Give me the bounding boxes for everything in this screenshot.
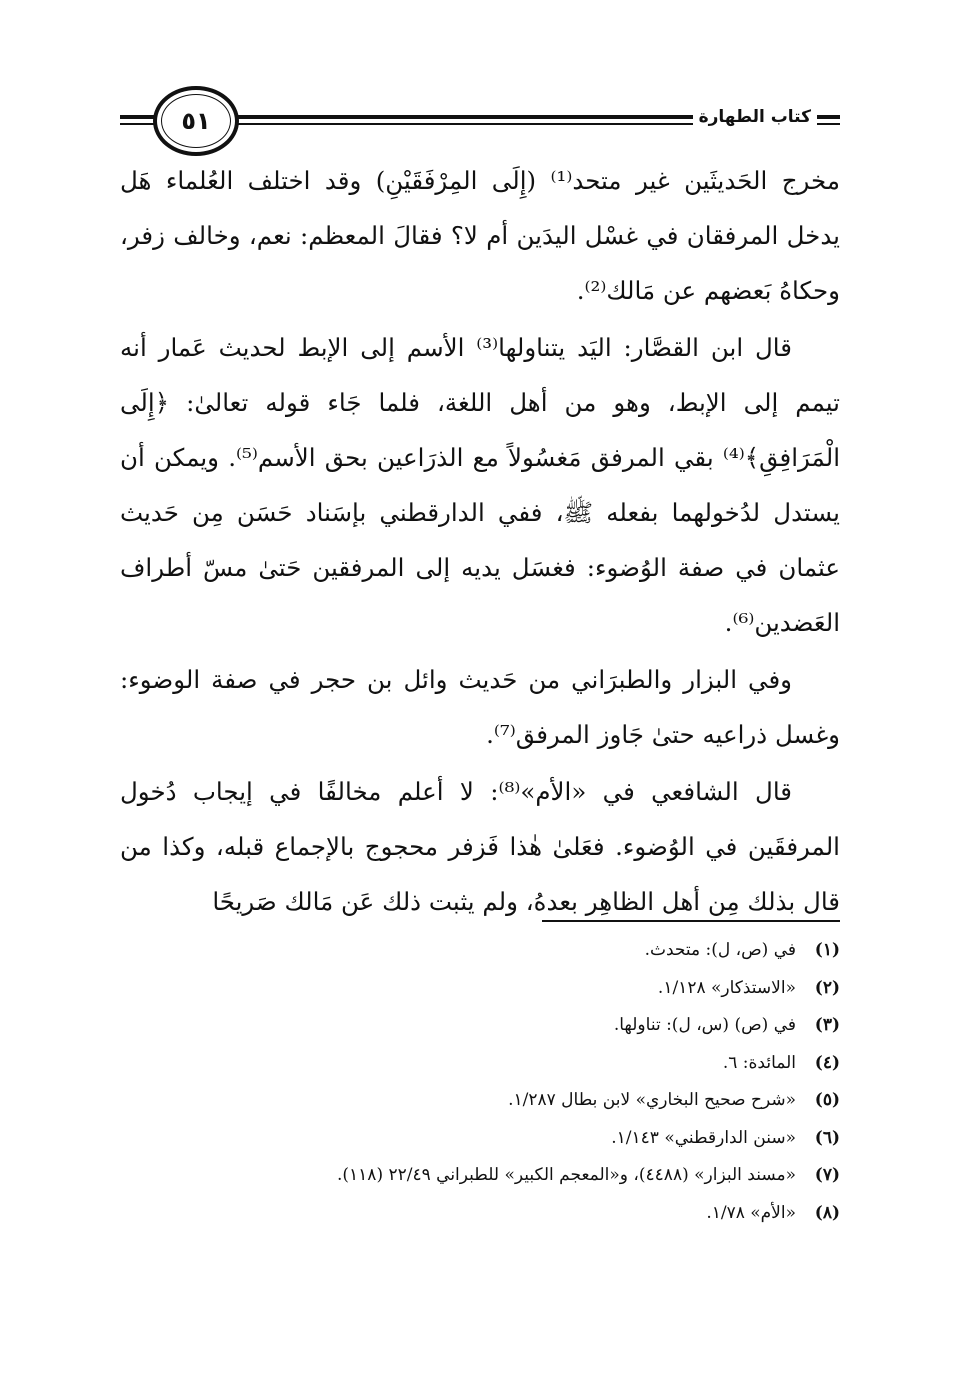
paragraph: قال ابن القصَّار: اليَد يتناولها⁽³⁾ الأسم إلى الإبط لحديث عَمار أنه تيمم إلى الإبط، وهو من أهل اللغة، فلما جَاء قوله تعالىٰ: ﴿إِلَى الْمَرَافِقِ﴾⁽⁴⁾ بقي المرفق مَغسُولاً مع الذرَاعين بحق الأسم⁽⁵⁾. ويمكن أن يستدل لدُخولهما بفعله ﷺ، ففي الدارقطني بإسَناد حَسَن مِن حَديث عثمان في صفة الوُضوء: فغسَل يديه إلى المرفقين حَتىٰ مسّ أطراف العَضدين⁽⁶⁾. (120, 333, 840, 637)
footnote-number: (٢) (814, 977, 840, 998)
footnote-number: (٧) (814, 1165, 840, 1185)
footnote-number: (١) (814, 940, 840, 960)
running-title: كتاب الطهارة (693, 107, 817, 127)
footnote-number: (٥) (814, 1090, 840, 1110)
footnote-item (160, 1157, 840, 1195)
footnote-text: المائدة: ٦. (722, 1052, 796, 1073)
footnote-item (160, 1120, 840, 1158)
footnote-number: (٣) (814, 1015, 840, 1035)
footnote-text: «شرح صحيح البخاري» لابن بطال ١/٢٨٧. (508, 1090, 796, 1110)
footnote-text: «سنن الدارقطني» ١/١٤٣. (611, 1127, 796, 1148)
footnote-text: «مسند البزار» (٤٤٨٨)، و«المعجم الكبير» للطبراني ٢٢/٤٩ (١١٨). (336, 1165, 796, 1185)
footnote-number: (٤) (814, 1052, 840, 1073)
footnote-text: في (ص) (س، ل): تناولها. (613, 1015, 796, 1035)
footnote-text: «الأم» ١/٧٨. (706, 1202, 796, 1223)
footnote-number: (٦) (814, 1127, 840, 1148)
paragraph: وفي البزار والطبرَاني من حَديث وائل بن حجر في صفة الوضوء: وغسل ذراعيه حتىٰ جَاوز المرفق⁽⁷⁾. (120, 665, 840, 749)
page-number-oval (153, 86, 239, 156)
footnote-item (160, 970, 840, 1008)
footnotes-list (160, 932, 840, 1232)
paragraph: مخرج الحَديثَين غير متحد⁽¹⁾ (إِلَى المِرْفَقَيْنِ) وقد اختلف العُلماء هَل يدخل المرفقان في غسْل اليدَين أم لا؟ فقالَ المعظم: نعم، وخالف زفر، وحكاهُ بَعضهم عن مَالك⁽²⁾. (120, 166, 840, 305)
footnote-separator (542, 920, 840, 922)
paragraph: قال الشافعي في «الأم»⁽⁸⁾: لا أعلم مخالفًا في إيجاب دُخول المرفقَين في الوُضوء. فعَلىٰ هٰذا فَزفر محجوج بالإجماع قبله، وكذا من قال بذلك مِن أهل الظاهِر بعدهُ، ولم يثبت ذلك عَن مَالك صَريحًا (120, 777, 840, 916)
footnote-number: (٨) (814, 1202, 840, 1223)
footnote-item (160, 1082, 840, 1120)
footnote-text: في (ص، ل): متحدث. (644, 940, 796, 960)
footnote-text: «الاستذكار» ١/١٢٨. (657, 977, 796, 998)
page-number: ٥١ (181, 107, 211, 135)
footnote-item (160, 1045, 840, 1083)
footnote-item (160, 1007, 840, 1045)
footnote-item (160, 1195, 840, 1233)
main-text (120, 153, 840, 931)
footnote-item (160, 932, 840, 970)
